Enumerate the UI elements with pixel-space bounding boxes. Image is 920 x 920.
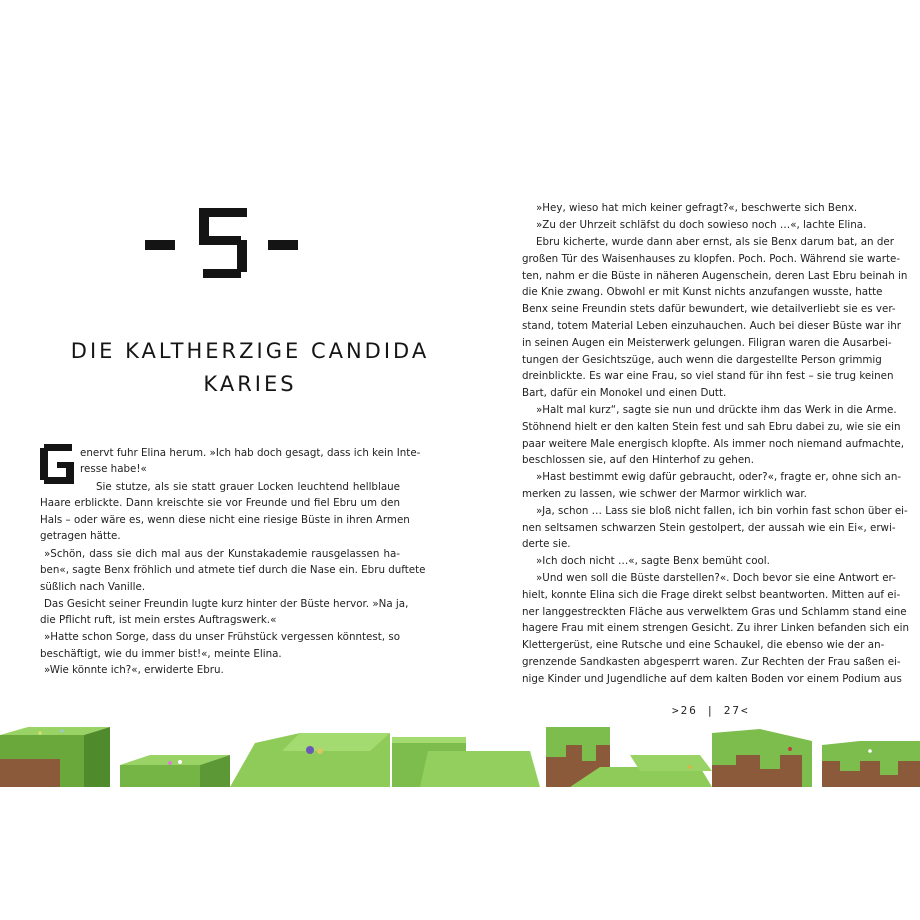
text-line: Ebru kicherte, wurde dann aber ernst, als sie Benx darum bat, an der <box>536 236 894 248</box>
grass-blocks-illustration <box>0 715 920 787</box>
chapter-number-5 <box>199 208 247 278</box>
text-line: Haare erblickte. Dann kreischte sie vor Freunde und fiel Ebru um den <box>40 497 400 509</box>
text-line: »Hatte schon Sorge, dass du unser Frühstück vergessen könntest, so <box>44 631 400 643</box>
text-line: Klettergerüst, eine Rutsche und eine Schaukel, die ebenso wie der an- <box>522 639 885 651</box>
text-line: »Schön, dass sie dich mal aus der Kunstakademie rausgelassen ha- <box>44 548 400 560</box>
chapter-title-line: KARIES <box>203 372 297 396</box>
text-line: Das Gesicht seiner Freundin lugte kurz hinter der Büste hervor. »Na ja, <box>44 598 409 610</box>
text-line: »Zu der Uhrzeit schläfst du doch sowieso noch …«, lachte Elina. <box>536 219 867 231</box>
text-line: tungen der Gesichtszüge, auch wenn die dargestellte Person grimmig <box>522 354 882 366</box>
text-line: Bart, dafür ein Monokel und einen Dutt. <box>522 387 727 399</box>
chapter-number-block <box>145 208 300 278</box>
text-line: beschäftigt, wie du immer bist!«, meinte Elina. <box>40 648 282 660</box>
text-line: Stöhnend hielt er den kalten Stein fest und sah Ebru dabei zu, wie sie ein <box>522 421 901 433</box>
text-line: »Ich doch nicht …«, sagte Benx bemüht cool. <box>536 555 770 567</box>
text-line: »Hey, wieso hat mich keiner gefragt?«, beschwerte sich Benx. <box>536 202 858 214</box>
text-line: Benx seine Freundin stets dafür bewundert, wie detailverliebt sie es ver- <box>522 303 896 315</box>
text-line: beschlossen sie, auf den Hinterhof zu gehen. <box>522 454 754 466</box>
text-line: ben«, sagte Benx fröhlich und atmete tief durch die Nase ein. Ebru duftete <box>40 564 426 576</box>
text-line: Hals – oder wäre es, wenn diese nicht eine riesige Büste in ihren Armen <box>40 514 410 526</box>
text-line: in seinen Augen ein Meisterwerk gelungen. Filigran waren die Ausarbei- <box>522 337 892 349</box>
left-dash <box>145 240 175 250</box>
text-line: stand, totem Material Leben einzuhauchen. Auch bei dieser Büste war ihr <box>522 320 902 332</box>
text-line: nen seltsamen schwarzen Stein gestolpert, der aussah wie ein Ei«, erwi- <box>522 522 896 534</box>
text-line: derte sie. <box>522 538 571 550</box>
text-line: hagere Frau mit einem strengen Gesicht. Zu ihrer Linken befanden sich ein <box>522 622 910 634</box>
text-line: »Und wen soll die Büste darstellen?«. Doch bevor sie eine Antwort er- <box>536 572 896 584</box>
text-line: Sie stutze, als sie statt grauer Locken leuchtend hellblaue <box>96 481 400 493</box>
text-line: ten, nahm er die Büste in näheren Augenschein, deren Last Ebru beinah in <box>522 270 908 282</box>
text-line: die Pflicht ruft, ist mein erstes Auftragswerk.« <box>40 614 277 626</box>
text-line: süßlich nach Vanille. <box>40 581 146 593</box>
text-line: »Halt mal kurz“, sagte sie nun und drückte ihm das Werk in die Arme. <box>536 404 897 416</box>
text-line: »Ja, schon … Lass sie bloß nicht fallen, ich bin vorhin fast schon über ei- <box>536 505 908 517</box>
text-line: dreinblickte. Es war eine Frau, so viel stand für ihn fest – sie trug keinen <box>522 370 894 382</box>
text-line: hielt, konnte Elina sich die Frage direkt selbst beantworten. Mitten auf ei- <box>522 589 901 601</box>
page-numbers: >26 | 27< <box>672 704 750 717</box>
text-line: grenzende Sandkasten abgesperrt waren. Zur Rechten der Frau saßen ei- <box>522 656 901 668</box>
text-line: nige Kinder und Jugendliche auf dem kalten Boden vor einem Podium aus <box>522 673 902 685</box>
text-line: »Hast bestimmt ewig dafür gebraucht, oder?«, fragte er, ohne sich an- <box>536 471 902 483</box>
chapter-title <box>40 335 460 401</box>
text-line: getragen hätte. <box>40 530 121 542</box>
text-line: resse habe!« <box>80 463 147 475</box>
text-line: großen Tür des Waisenhauses zu klopfen. Poch. Poch. Während sie warte- <box>522 253 901 265</box>
text-line: ner langgestreckten Fläche aus verwelktem Gras und Schlamm stand eine <box>522 606 907 618</box>
right-dash <box>268 240 298 250</box>
text-line: merken zu lassen, wie schwer der Marmor wirklich war. <box>522 488 807 500</box>
chapter-title-line: DIE KALTHERZIGE CANDIDA <box>70 339 430 363</box>
text-line: »Wie könnte ich?«, erwiderte Ebru. <box>44 664 224 676</box>
text-line: die Knie zwang. Obwohl er mit Kunst nichts anzufangen wusste, hatte <box>522 286 883 298</box>
text-line: paar weitere Male energisch klopfte. Als immer noch niemand aufmachte, <box>522 438 905 450</box>
drop-cap-g <box>40 444 74 484</box>
text-line: enervt fuhr Elina herum. »Ich hab doch gesagt, dass ich kein Inte- <box>80 447 421 459</box>
